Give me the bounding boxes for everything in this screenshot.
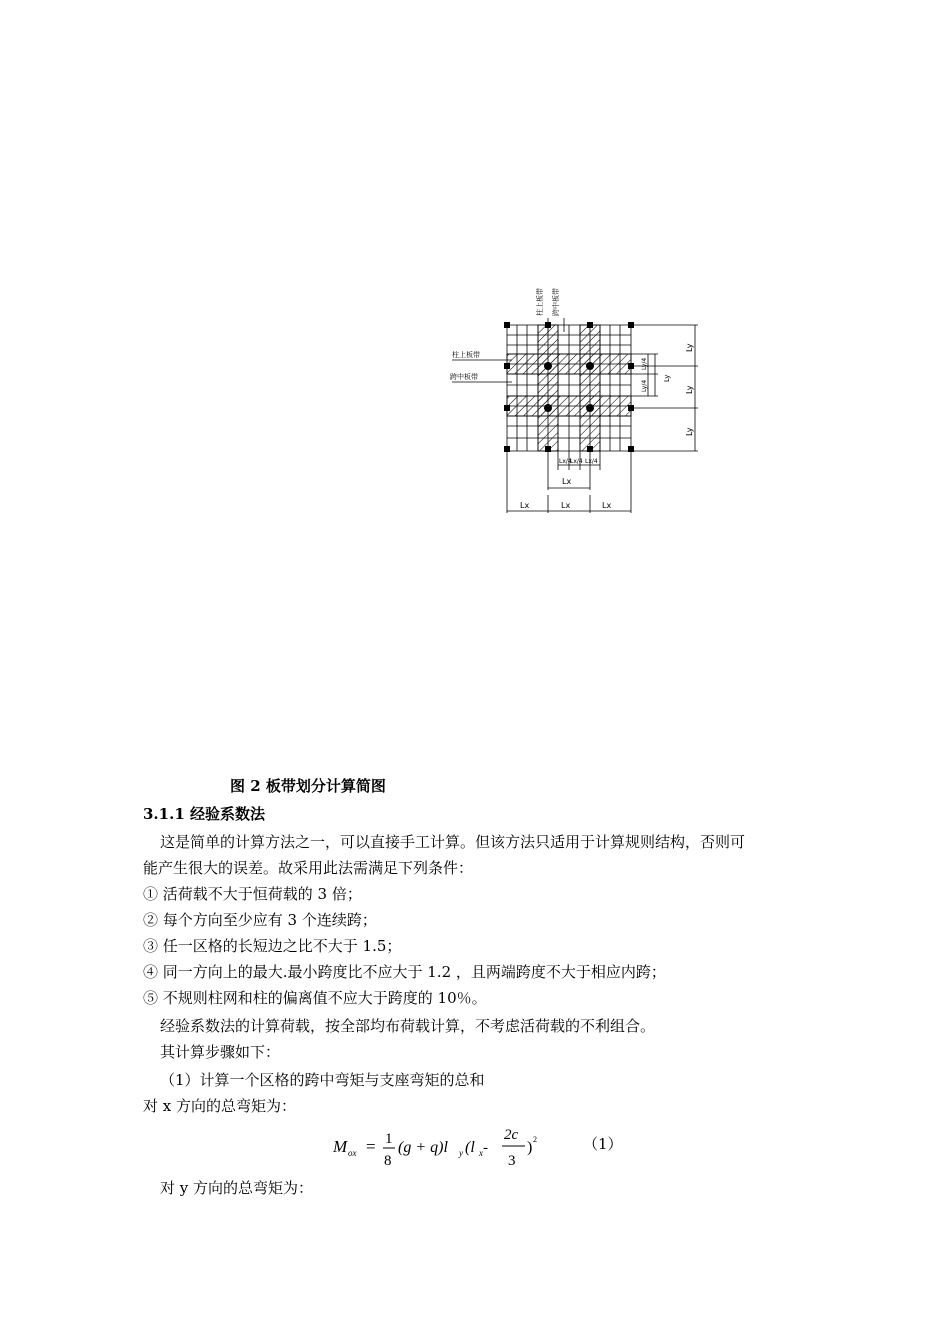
formula-frac-den: 8 (384, 1153, 392, 1169)
right-dim-ly-1: Ly (685, 343, 694, 352)
bottom-dim-lx-3: Lx (602, 501, 612, 510)
formula-lhs-sub: ox (348, 1148, 357, 1158)
formula-paren-sub: x (479, 1148, 483, 1158)
slab-strip-diagram-svg (440, 270, 710, 520)
formula-number: （1） (583, 1135, 623, 1153)
slab-strip-diagram (440, 270, 710, 520)
paragraph-line: 经验系数法的计算荷载，按全部均布荷载计算，不考虑活荷载的不利组合。 (160, 1017, 656, 1035)
right-inner-dim-1: Ly/4 (641, 357, 648, 370)
formula-frac2-den: 3 (508, 1153, 516, 1169)
paragraph-line: 这是简单的计算方法之一，可以直接手工计算。但该方法只适用于计算规则结构，否则可 (160, 833, 746, 851)
right-dim-ly-2: Ly (685, 385, 694, 394)
formula-close: ) (527, 1139, 533, 1156)
formula-svg (333, 1125, 593, 1175)
formula-eq: = (366, 1137, 376, 1156)
figure-caption: 图 2 板带划分计算简图 (230, 777, 386, 795)
section-heading: 3.1.1 经验系数法 (143, 805, 265, 823)
formula-frac-num: 1 (385, 1131, 393, 1147)
left-label-middle-strip: 跨中板带 (450, 373, 478, 381)
vertical-label-middle-strip: 跨中板带 (552, 288, 560, 316)
right-dim-ly-3: Ly (685, 427, 694, 436)
paragraph-line: 其计算步骤如下： (160, 1043, 281, 1061)
slab-grid (507, 325, 631, 451)
condition-item: ③ 任一区格的长短边之比不大于 1.5； (143, 937, 402, 955)
bottom-inner-dim-1: Lx/4 (559, 458, 572, 465)
right-inner-dim-2: Ly/4 (641, 379, 648, 392)
bottom-dim-lx-1: Lx (520, 501, 530, 510)
formula-body-sub: y (459, 1148, 463, 1158)
paragraph-line: 对 y 方向的总弯矩为： (160, 1179, 314, 1197)
bottom-dim-lx-2: Lx (561, 501, 571, 510)
formula-lhs: M (333, 1137, 348, 1156)
condition-item: ④ 同一方向上的最大.最小跨度比不应大于 1.2 ，且两端跨度不大于相应内跨； (143, 963, 666, 981)
formula-frac2-num: 2c (504, 1127, 519, 1143)
condition-item: ② 每个方向至少应有 3 个连续跨； (143, 911, 377, 929)
left-label-column-strip: 柱上板带 (452, 351, 480, 359)
vertical-label-column-strip: 柱上板带 (536, 288, 544, 316)
bottom-mid-dim: Lx (562, 477, 572, 486)
formula-paren: (l (465, 1139, 475, 1156)
condition-item: ① 活荷载不大于恒荷载的 3 倍； (143, 885, 362, 903)
paragraph-line: 对 x 方向的总弯矩为： (143, 1097, 296, 1115)
paragraph-line: 能产生很大的误差。故采用此法需满足下列条件： (143, 859, 474, 877)
formula-body: (g + q)l (398, 1139, 448, 1156)
bottom-inner-dim-2: Lx/4 (570, 458, 583, 465)
right-inner-dim-3: Ly (663, 374, 671, 382)
condition-item: ⑤ 不规则柱网和柱的偏离值不应大于跨度的 10％。 (143, 989, 487, 1007)
formula-power: 2 (533, 1135, 537, 1144)
step-line: （1）计算一个区格的跨中弯矩与支座弯矩的总和 (160, 1071, 485, 1089)
formula-minus: - (483, 1140, 488, 1156)
bottom-inner-dim-3: Lx/4 (585, 458, 598, 465)
